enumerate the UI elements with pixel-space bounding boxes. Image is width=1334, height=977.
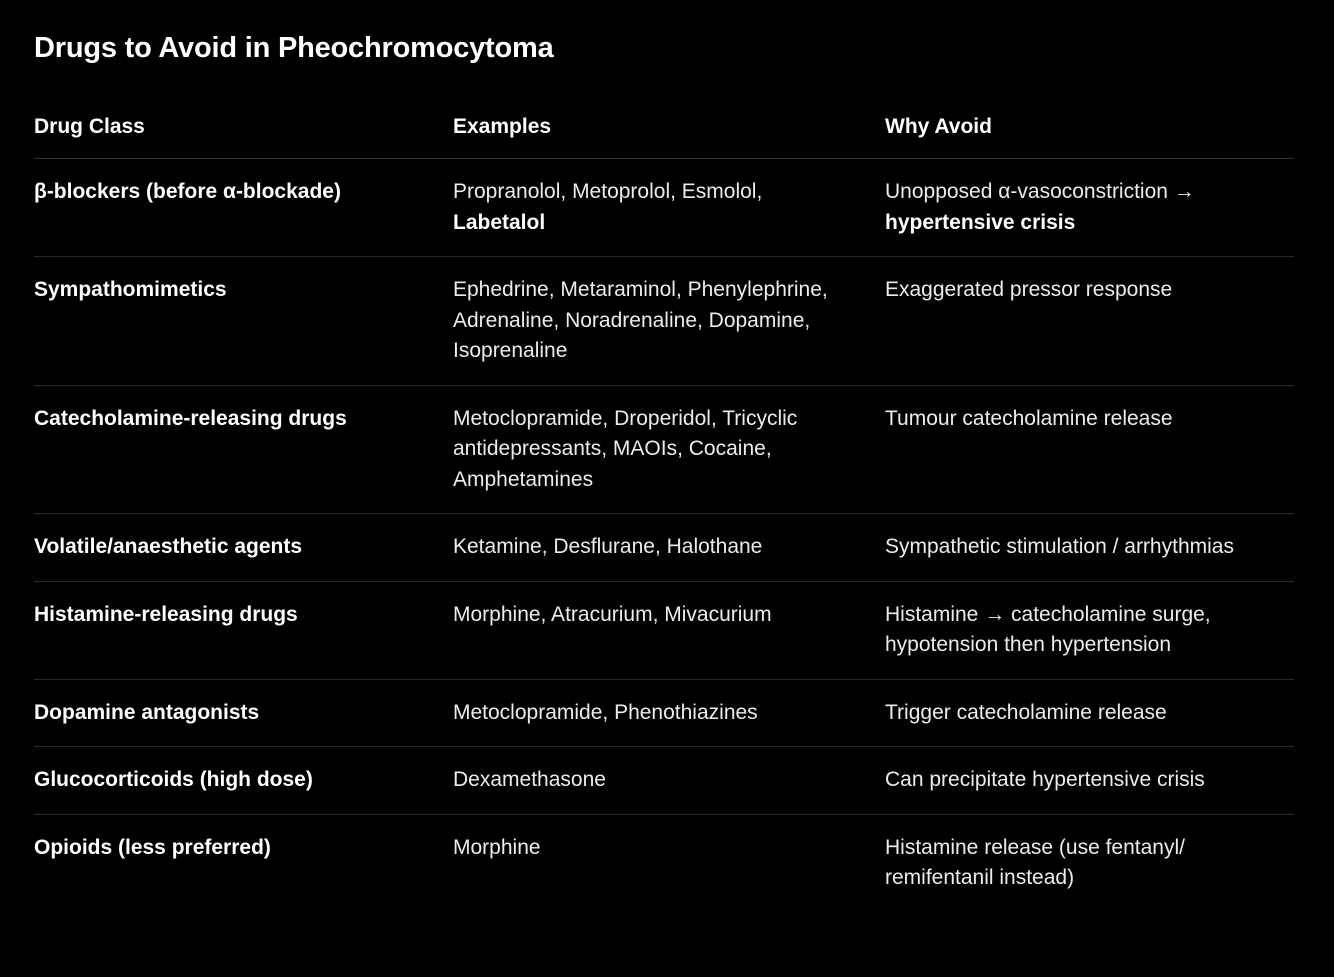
examples-text: Propranolol, Metoprolol, Esmolol,	[453, 180, 763, 203]
table-row	[34, 747, 1294, 815]
drug-class-cell: β-blockers (before α-blockade)	[34, 159, 453, 257]
drug-class-cell: Sympathomimetics	[34, 257, 453, 386]
examples-cell: Metoclopramide, Droperidol, Tricyclic antidepressants, MAOIs, Cocaine, Amphetamines	[453, 385, 885, 514]
drug-class-cell: Dopamine antagonists	[34, 679, 453, 747]
examples-cell: Metoclopramide, Phenothiazines	[453, 679, 885, 747]
examples-cell: Ephedrine, Metaraminol, Phenylephrine, Adrenaline, Noradrenaline, Dopamine, Isoprenaline	[453, 257, 885, 386]
why-avoid-emphasis: hypertensive crisis	[885, 210, 1076, 234]
table-row	[34, 814, 1294, 912]
table-row	[34, 679, 1294, 747]
why-avoid-cell: Trigger catecholamine release	[885, 679, 1294, 747]
why-avoid-cell: Sympathetic stimulation / arrhythmias	[885, 514, 1294, 582]
why-avoid-cell: Exaggerated pressor response	[885, 257, 1294, 386]
table-header-row	[34, 112, 1294, 159]
drug-class-cell: Catecholamine-releasing drugs	[34, 385, 453, 514]
why-avoid-cell: Can precipitate hypertensive crisis	[885, 747, 1294, 815]
examples-cell: Ketamine, Desflurane, Halothane	[453, 514, 885, 582]
drug-class-cell: Glucocorticoids (high dose)	[34, 747, 453, 815]
drugs-table	[34, 112, 1294, 912]
why-avoid-text: Unopposed α-vasoconstriction →	[885, 180, 1195, 203]
table-row	[34, 159, 1294, 257]
why-avoid-cell: Histamine release (use fentanyl/ remifentanil instead)	[885, 835, 1185, 889]
header-examples: Examples	[453, 112, 885, 159]
header-why-avoid: Why Avoid	[885, 112, 1294, 159]
examples-cell	[453, 159, 885, 257]
drug-class-cell: Volatile/anaesthetic agents	[34, 514, 453, 582]
examples-cell: Morphine, Atracurium, Mivacurium	[453, 581, 885, 679]
table-row	[34, 581, 1294, 679]
examples-emphasis: Labetalol	[453, 210, 546, 234]
table-row	[34, 385, 1294, 514]
page-title: Drugs to Avoid in Pheochromocytoma	[34, 32, 554, 64]
examples-cell: Morphine	[453, 835, 541, 859]
table-row	[34, 514, 1294, 582]
why-avoid-cell: Histamine → catecholamine surge, hypotension then hypertension	[885, 581, 1294, 679]
why-avoid-cell	[885, 159, 1294, 257]
table-row	[34, 257, 1294, 386]
why-avoid-cell: Tumour catecholamine release	[885, 385, 1294, 514]
drug-class-cell: Opioids (less preferred)	[34, 835, 271, 859]
drug-class-cell: Histamine-releasing drugs	[34, 581, 453, 679]
header-drug-class: Drug Class	[34, 112, 453, 159]
examples-cell: Dexamethasone	[453, 747, 885, 815]
